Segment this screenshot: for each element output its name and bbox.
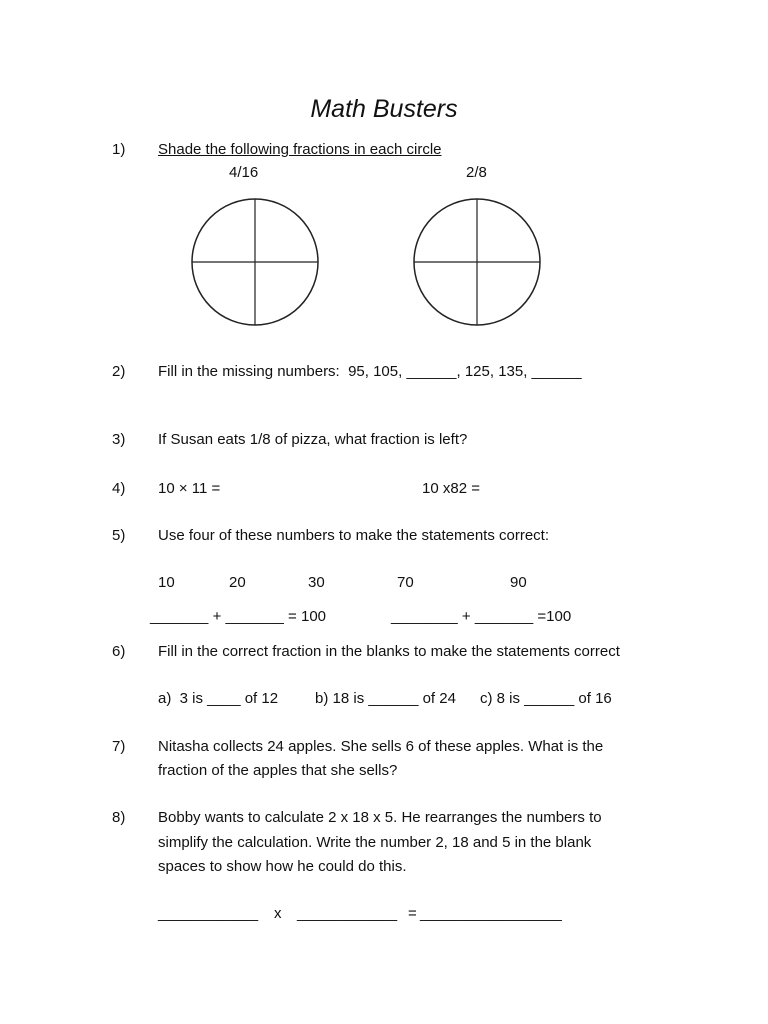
number-option: 20 [229, 574, 246, 591]
question-number-8: 8) [112, 809, 126, 826]
circle-quarters-left[interactable] [190, 197, 320, 327]
question-number-2: 2) [112, 363, 126, 380]
statement-right: ________ + _______ =100 [391, 608, 572, 625]
question-6-text: Fill in the correct fraction in the blanks to make the statements correct [158, 643, 620, 660]
question-5-text: Use four of these numbers to make the statements correct: [158, 527, 550, 544]
times-sign: x [274, 905, 282, 922]
question-number-1: 1) [112, 141, 126, 158]
page-title: Math Busters [310, 95, 458, 123]
question-4-right: 10 x82 = [422, 480, 480, 497]
statement-left: _______ + _______ = 100 [150, 608, 327, 625]
question-number-5: 5) [112, 527, 126, 544]
number-option: 70 [397, 574, 414, 591]
answer-blank-2: ____________ [297, 905, 398, 922]
question-2-text: Fill in the missing numbers: 95, 105, ______, 125, 135, ______ [158, 363, 582, 380]
circle-quarters-right[interactable] [412, 197, 542, 327]
number-option: 30 [308, 574, 325, 591]
question-8-line-3: spaces to show how he could do this. [158, 858, 407, 875]
question-number-4: 4) [112, 480, 126, 497]
question-7-line-2: fraction of the apples that she sells? [158, 762, 398, 779]
question-6-part-a: a) 3 is ____ of 12 [158, 690, 279, 707]
answer-blank-3: _________________ [420, 905, 562, 922]
question-number-3: 3) [112, 431, 126, 448]
question-number-6: 6) [112, 643, 126, 660]
question-1-text: Shade the following fractions in each circle [158, 141, 442, 158]
question-number-7: 7) [112, 738, 126, 755]
question-8-line-1: Bobby wants to calculate 2 x 18 x 5. He rearranges the numbers to [158, 809, 602, 826]
equals-sign: = [408, 905, 417, 922]
question-6-part-c: c) 8 is ______ of 16 [480, 690, 612, 707]
question-6-part-b: b) 18 is ______ of 24 [315, 690, 456, 707]
question-3-text: If Susan eats 1/8 of pizza, what fraction is left? [158, 431, 468, 448]
question-4-left: 10 × 11 = [158, 480, 221, 497]
question-8-line-2: simplify the calculation. Write the number 2, 18 and 5 in the blank [158, 834, 592, 851]
number-option: 90 [510, 574, 527, 591]
number-option: 10 [158, 574, 175, 591]
fraction-label-4-16: 4/16 [229, 164, 259, 181]
answer-blank-1: ____________ [158, 905, 259, 922]
fraction-label-2-8: 2/8 [466, 164, 487, 181]
question-7-line-1: Nitasha collects 24 apples. She sells 6 of these apples. What is the [158, 738, 604, 755]
